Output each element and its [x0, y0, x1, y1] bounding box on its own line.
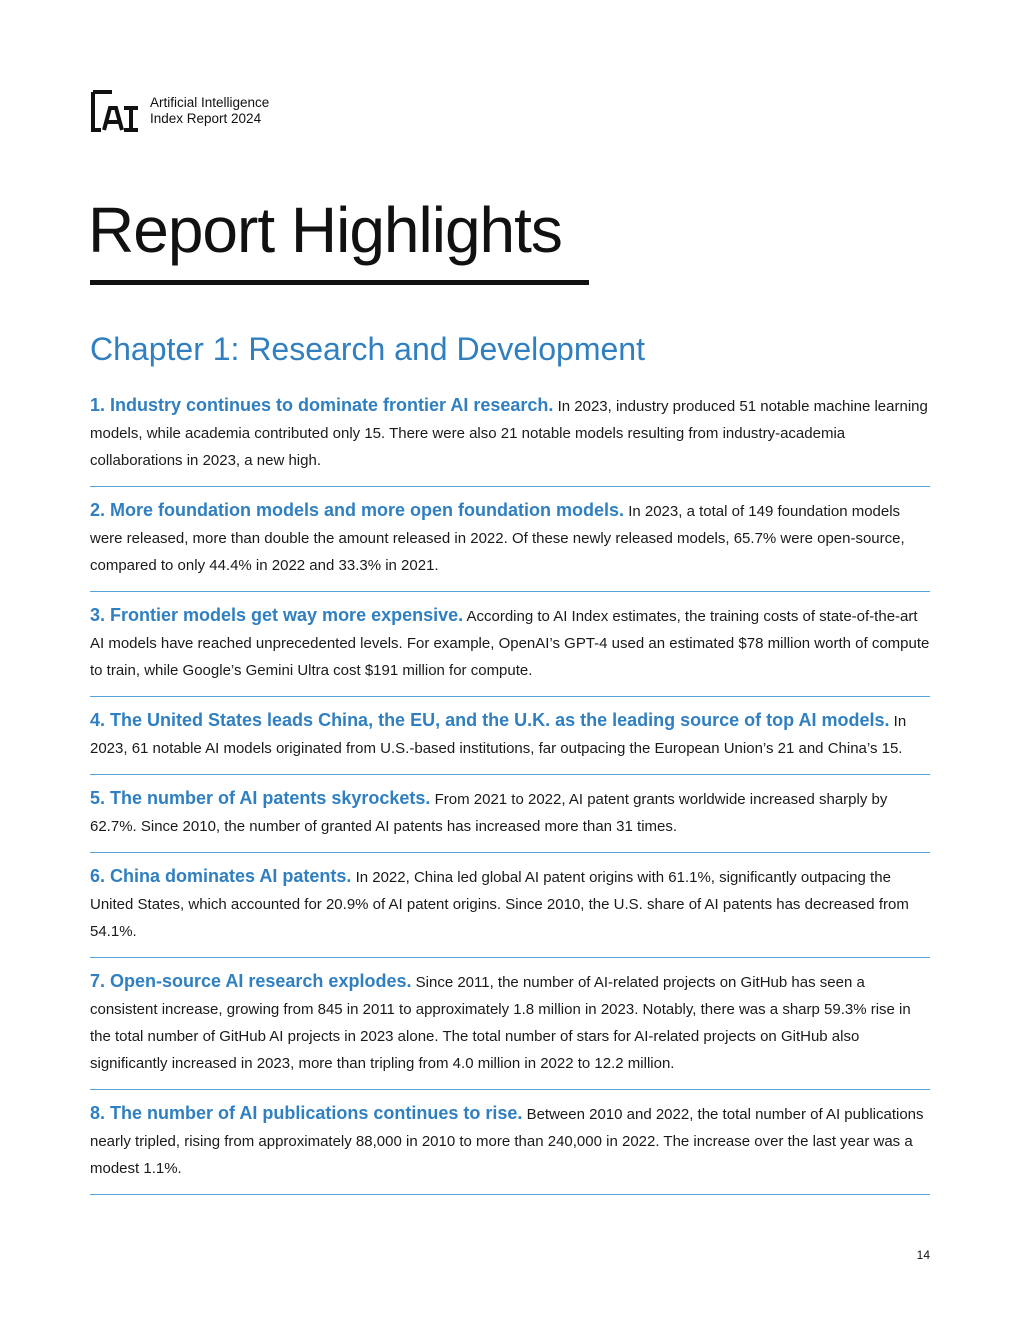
highlight-lead: 4. The United States leads China, the EU, and the U.K. as the leading source of top AI models.: [90, 710, 890, 730]
report-name: [150, 95, 269, 127]
page-title: Report Highlights: [88, 194, 562, 266]
highlight-lead: 1. Industry continues to dominate frontier AI research.: [90, 395, 554, 415]
highlight-body: In 2022, China led global AI patent origins with 61.1%, significantly outpacing the United States, which accounted for 20.9% of AI patent origins. Since 2010, the U.S. share of AI patents has decreased from 54.1%.: [90, 869, 909, 940]
highlight-lead: 5. The number of AI patents skyrockets.: [90, 788, 431, 808]
highlight-item: [90, 497, 930, 592]
highlight-body: Between 2010 and 2022, the total number of AI publications nearly tripled, rising from approximately 88,000 in 2010 to more than 240,000 in 2022. The increase over the last year was a modest 1.1%.: [90, 1106, 924, 1177]
highlight-body: Since 2011, the number of AI-related projects on GitHub has seen a consistent increase, growing from 845 in 2011 to approximately 1.8 million in 2023. Notably, there was a sharp 59.3% rise in the total number of GitHub AI projects in 2023 alone. The total number of stars for AI-related projects on GitHub also significantly increased in 2023, more than tripling from 4.0 million in 2022 to 12.2 million.: [90, 974, 911, 1072]
highlight-item: [90, 785, 930, 853]
highlight-lead: 8. The number of AI publications continues to rise.: [90, 1103, 523, 1123]
highlight-item: [90, 968, 930, 1090]
highlight-lead: 3. Frontier models get way more expensive.: [90, 605, 464, 625]
highlight-lead: 6. China dominates AI patents.: [90, 866, 352, 886]
highlight-body: In 2023, 61 notable AI models originated from U.S.-based institutions, far outpacing the European Union’s 21 and China’s 15.: [90, 713, 907, 757]
highlight-item: [90, 602, 930, 697]
highlight-item: [90, 707, 930, 775]
highlight-item: [90, 392, 930, 487]
report-name-line2: Index Report 2024: [150, 111, 262, 126]
title-underline: [90, 280, 589, 285]
report-header: [90, 90, 269, 132]
highlights-list: [90, 392, 930, 1205]
ai-index-logo-icon: [90, 90, 140, 132]
highlight-body: From 2021 to 2022, AI patent grants worldwide increased sharply by 62.7%. Since 2010, the number of granted AI patents has increased more than 31 times.: [90, 791, 888, 835]
highlight-body: In 2023, industry produced 51 notable machine learning models, while academia contributed only 15. There were also 21 notable models resulting from industry-academia collaborations in 2023, a new high.: [90, 398, 928, 469]
highlight-item: [90, 1100, 930, 1195]
highlight-lead: 7. Open-source AI research explodes.: [90, 971, 412, 991]
highlight-body: According to AI Index estimates, the training costs of state-of-the-art AI models have reached unprecedented levels. For example, OpenAI’s GPT-4 used an estimated $78 million worth of compute to train, while Google’s Gemini Ultra cost $191 million for compute.: [90, 608, 930, 679]
highlight-lead: 2. More foundation models and more open foundation models.: [90, 500, 625, 520]
chapter-title: Chapter 1: Research and Development: [90, 331, 645, 367]
highlight-body: In 2023, a total of 149 foundation models were released, more than double the amount released in 2022. Of these newly released models, 65.7% were open-source, compared to only 44.4% in 2022 and 33.3% in 2021.: [90, 503, 905, 574]
report-name-line1: Artificial Intelligence: [150, 95, 270, 110]
page-number: 14: [916, 1248, 930, 1262]
highlight-item: [90, 863, 930, 958]
